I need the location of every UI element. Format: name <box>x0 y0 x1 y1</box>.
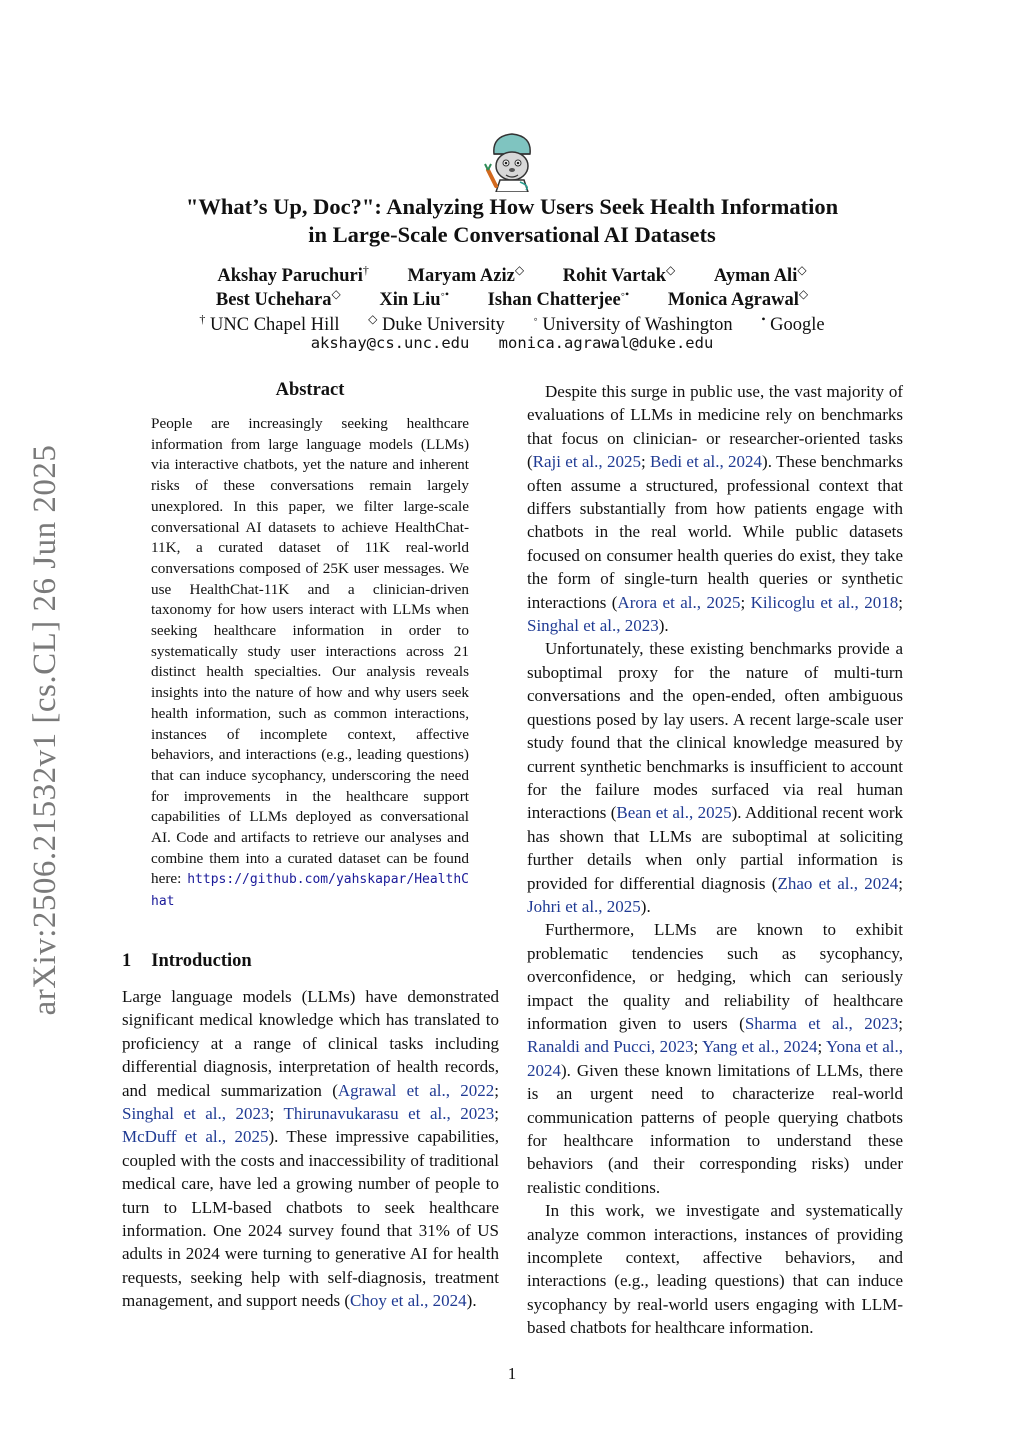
citation-link[interactable]: Yona et al., 2024 <box>527 1037 903 1080</box>
section-heading <box>122 949 252 973</box>
citation-link[interactable]: Johri et al., 2025 <box>527 896 641 916</box>
affiliation: † UNC Chapel Hill <box>199 312 340 336</box>
rabbit-doctor-logo-icon <box>480 124 544 192</box>
citation-link[interactable]: Kilicoglu et al., 2018 <box>750 592 899 612</box>
arxiv-identifier-stamp: arXiv:2506.21532v1 [cs.CL] 26 Jun 2025 <box>27 444 63 1016</box>
abstract-body: People are increasingly seeking healthcare information from large language models (LLMs) via interactive chatbots, yet the nature and inherent risks of these conversations remain largely unexplored. In this paper, we filter large-scale conversational AI datasets to achieve HealthChat-11K, a curated dataset of 11K real-world conversations composed of 25K user messages. We use HealthChat-11K and a clinician-driven taxonomy for how users interact with LLMs when seeking healthcare information in order to systematically study user interactions across 21 distinct health specialties. Our analysis reveals insights into the nature of how and why users seek health information, such as common interactions, instances of incomplete context, affective behaviors, and interactions (e.g., leading questions) that can induce sycophancy, underscoring the need for improvements in the healthcare support capabilities of LLMs deployed as conversational AI. Code and artifacts to retrieve our analyses and combine them into a curated dataset can be found here: https://github.com/yahskapar/HealthChat <box>151 415 469 910</box>
intro-left-column <box>122 985 499 1313</box>
citation-link[interactable]: Agrawal et al., 2022 <box>337 1080 495 1100</box>
email-link[interactable]: akshay@cs.unc.edu <box>310 334 470 352</box>
page-number: 1 <box>507 1364 517 1383</box>
paper-title-line-2: in Large-Scale Conversational AI Datasets <box>308 222 716 247</box>
paragraph: Despite this surge in public use, the vast majority of evaluations of LLMs in medicine rely on benchmarks that focus on clinician- or researcher-oriented tasks (Raji et al., 2025; Bedi et al., 2024). These benchmarks often assume a structured, professional context that differs substantially from how patients engage with chatbots in the real world. While public datasets focused on consumer health queries do exist, they take the form of single-turn health queries or synthetic interactions (Arora et al., 2025; Kilicoglu et al., 2018; Singhal et al., 2023). <box>527 382 903 636</box>
citation-link[interactable]: Yang et al., 2024 <box>702 1037 818 1057</box>
github-link[interactable]: https://github.com/yahskapar/HealthChat <box>151 872 469 910</box>
citation-link[interactable]: Choy et al., 2024 <box>350 1291 467 1311</box>
citation-link[interactable]: Arora et al., 2025 <box>617 592 741 612</box>
citation-link[interactable]: McDuff et al., 2025 <box>122 1127 269 1147</box>
intro-right-column <box>527 380 903 1340</box>
author: Ayman Ali◇ <box>713 263 807 287</box>
contact-emails <box>112 332 912 354</box>
affiliation: ◦ University of Washington <box>533 312 733 336</box>
author: Xin Liu◦• <box>379 287 450 311</box>
citation-link[interactable]: Singhal et al., 2023 <box>527 616 659 636</box>
author: Maryam Aziz◇ <box>407 263 525 287</box>
abstract-heading: Abstract <box>275 380 345 400</box>
author: Best Uchehara◇ <box>215 287 341 311</box>
author: Ishan Chatterjee◦• <box>487 287 630 311</box>
section-title: Introduction <box>151 951 252 971</box>
section-number: 1 <box>122 951 132 971</box>
citation-link[interactable]: Thirunavukarasu et al., 2023 <box>283 1104 495 1124</box>
paragraph: Unfortunately, these existing benchmarks provide a suboptimal proxy for the nature of multi-turn conversations and the open-ended, often ambiguous questions posed by lay users. A recent large-scale user study found that the clinical knowledge measured by current synthetic benchmarks is insufficient to account for the failure modes surfaced via real human interactions (Bean et al., 2025). Additional recent work has shown that LLMs are suboptimal at soliciting further details when only partial information is provided for differential diagnosis (Zhao et al., 2024; Johri et al., 2025). <box>527 639 904 916</box>
paragraph: In this work, we investigate and systematically analyze common interactions, instances of providing incomplete context, affective behaviors, and interactions (e.g., leading questions) that can induce sycophancy by real-world users engaging with LLM-based chatbots for healthcare information. <box>527 1201 903 1338</box>
author: Rohit Vartak◇ <box>562 263 676 287</box>
citation-link[interactable]: Sharma et al., 2023 <box>744 1013 899 1033</box>
paragraph: Large language models (LLMs) have demonstrated significant medical knowledge which has translated to proficiency at a range of clinical tasks including differential diagnosis, interpretation of health records, and medical summarization (Agrawal et al., 2022; Singhal et al., 2023; Thirunavukarasu et al., 2023; McDuff et al., 2025). These impressive capabilities, coupled with the costs and inaccessibility of traditional medical care, have led a growing number of people to turn to LLM-based chatbots to seek healthcare information. One 2024 survey found that 31% of US adults in 2024 were turning to generative AI for health requests, seeking help with self-diagnosis, treatment management, and support needs (Choy et al., 2024). <box>122 987 499 1311</box>
citation-link[interactable]: Singhal et al., 2023 <box>122 1104 270 1124</box>
citation-link[interactable]: Bedi et al., 2024 <box>649 452 763 472</box>
paper-title <box>112 193 912 249</box>
citation-link[interactable]: Ranaldi and Pucci, 2023 <box>527 1037 694 1057</box>
author: Akshay Paruchuri† <box>217 263 369 287</box>
affiliation: • Google <box>761 312 825 336</box>
email-link[interactable]: monica.agrawal@duke.edu <box>498 334 714 352</box>
affiliation: ◇ Duke University <box>368 312 505 336</box>
citation-link[interactable]: Zhao et al., 2024 <box>777 873 899 893</box>
paragraph: Furthermore, LLMs are known to exhibit problematic tendencies such as sycophancy, overconfidence, or hedging, which can seriously impact the quality and reliability of healthcare information given to users (Sharma et al., 2023; Ranaldi and Pucci, 2023; Yang et al., 2024; Yona et al., 2024). Given these known limitations of LLMs, there is an urgent need to characterize real-world communication patterns of people querying chatbots for healthcare information to understand these behaviors (and their corresponding risks) under realistic conditions. <box>527 920 904 1197</box>
paper-title-line-1: "What’s Up, Doc?": Analyzing How Users Seek Health Information <box>185 194 839 219</box>
citation-link[interactable]: Raji et al., 2025 <box>532 452 641 472</box>
author: Monica Agrawal◇ <box>667 287 809 311</box>
citation-link[interactable]: Bean et al., 2025 <box>616 803 732 823</box>
